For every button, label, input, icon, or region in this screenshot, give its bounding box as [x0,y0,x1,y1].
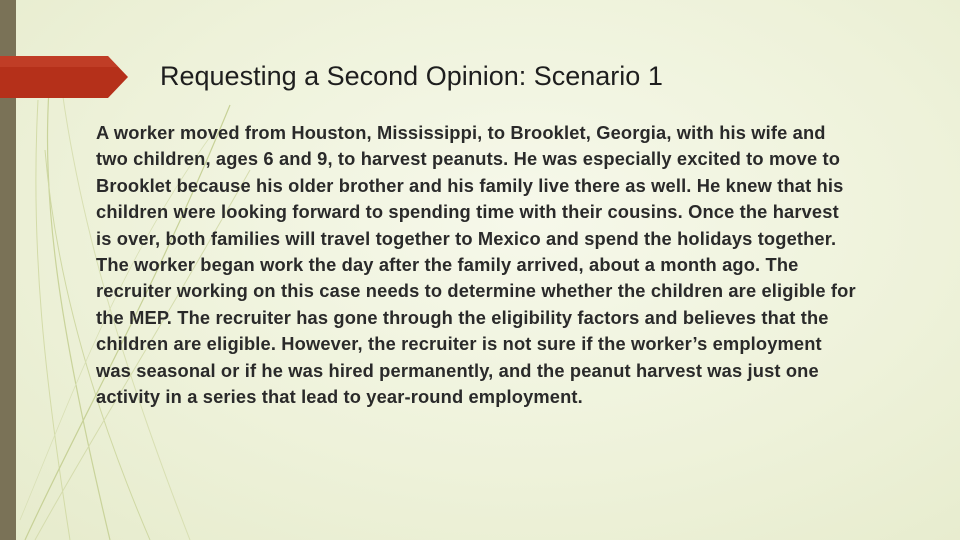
title-arrow-shape [0,56,130,98]
slide-title: Requesting a Second Opinion: Scenario 1 [160,61,663,91]
scenario-body-text: A worker moved from Houston, Mississippi, to Brooklet, Georgia, with his wife and two children, ages 6 and 9, to harvest peanuts. He was especially excited to move to Brooklet because his older brother and his family live there as well. He knew that his children were looking forward to spending time with their cousins. Once the harvest is over, both families will travel together to Mexico and spend the holidays together. The worker began work the day after the family arrived, about a month ago. The recruiter working on this case needs to determine whether the children are eligible for the MEP. The recruiter has gone through the eligibility factors and believes that the children are eligible. However, the recruiter is not sure if the worker’s employment was seasonal or if he was hired permanently, and the peanut harvest was just one activity in a series that lead to year-round employment. [96,122,856,408]
